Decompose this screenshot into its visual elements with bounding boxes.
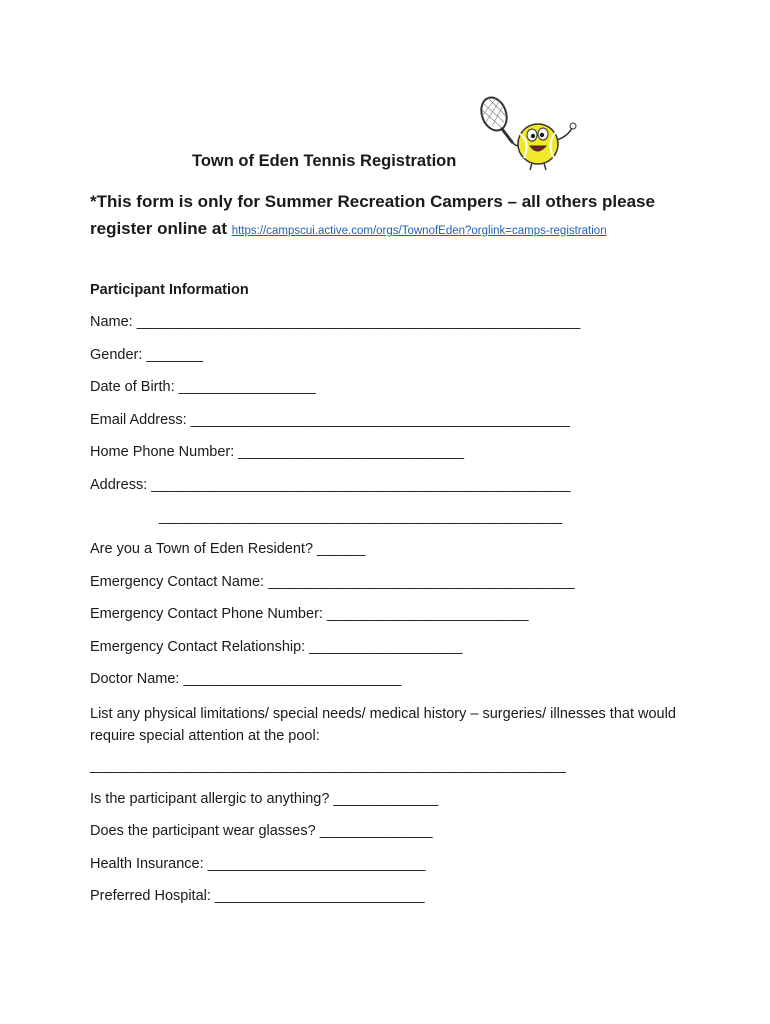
gender-field[interactable]: Gender: _______ xyxy=(90,347,203,363)
address-field[interactable]: Address: ____________________________________________________ xyxy=(90,477,571,493)
registration-notice xyxy=(90,188,710,245)
tennis-ball-mascot-icon xyxy=(476,92,586,172)
registration-link[interactable]: https://campscui.active.com/orgs/TownofEden?orglink=camps-registration xyxy=(231,225,607,237)
limitations-field[interactable]: ___________________________________________________________ xyxy=(90,758,566,774)
emergency-contact-name-field[interactable]: Emergency Contact Name: ______________________________________ xyxy=(90,574,575,590)
section-heading: Participant Information xyxy=(90,282,249,298)
allergy-field[interactable]: Is the participant allergic to anything? _____________ xyxy=(90,791,439,807)
date-of-birth-field[interactable]: Date of Birth: _________________ xyxy=(90,379,316,395)
resident-field[interactable]: Are you a Town of Eden Resident? ______ xyxy=(90,541,366,557)
page-title: Town of Eden Tennis Registration xyxy=(192,152,457,170)
email-field[interactable]: Email Address: _______________________________________________ xyxy=(90,412,570,428)
home-phone-field[interactable]: Home Phone Number: ____________________________ xyxy=(90,444,465,460)
tennis-racket-icon xyxy=(477,94,512,142)
notice-text: *This form is only for Summer Recreation Campers – all others please register online at xyxy=(90,192,655,238)
emergency-contact-phone-field[interactable]: Emergency Contact Phone Number: _________________________ xyxy=(90,606,529,622)
doctor-name-field[interactable]: Doctor Name: ___________________________ xyxy=(90,671,402,687)
glasses-field[interactable]: Does the participant wear glasses? ______________ xyxy=(90,823,433,839)
limitations-prompt: List any physical limitations/ special needs/ medical history – surgeries/ illnesses that would require special attention at the pool: xyxy=(90,706,676,744)
address-continuation-field[interactable]: __________________________________________________ xyxy=(159,509,563,525)
preferred-hospital-field[interactable]: Preferred Hospital: __________________________ xyxy=(90,888,425,904)
name-field[interactable]: Name: _______________________________________________________ xyxy=(90,314,581,330)
emergency-contact-relationship-field[interactable]: Emergency Contact Relationship: ___________________ xyxy=(90,639,463,655)
health-insurance-field[interactable]: Health Insurance: ___________________________ xyxy=(90,856,426,872)
